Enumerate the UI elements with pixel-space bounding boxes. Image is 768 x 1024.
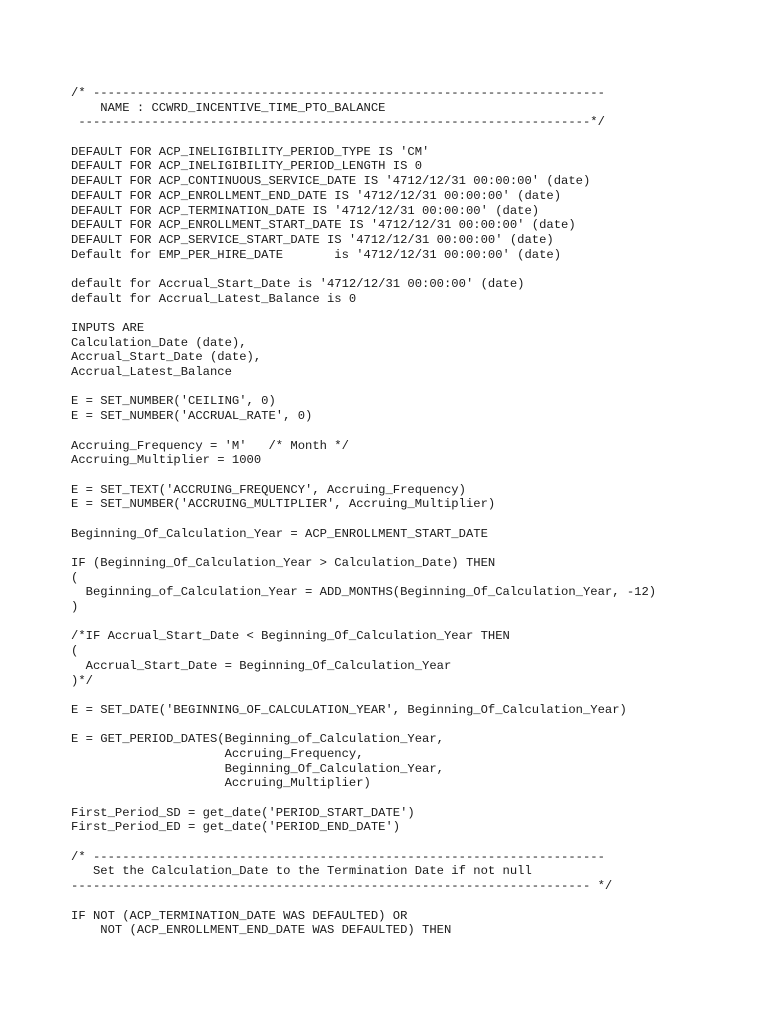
code-line: DEFAULT FOR ACP_INELIGIBILITY_PERIOD_LENGTH IS 0 xyxy=(71,159,423,174)
code-line: E = SET_NUMBER('CEILING', 0) xyxy=(71,394,276,409)
code-line: Accrual_Start_Date = Beginning_Of_Calculation_Year xyxy=(71,658,452,673)
code-line: NAME : CCWRD_INCENTIVE_TIME_PTO_BALANCE xyxy=(71,100,386,115)
code-line: First_Period_ED = get_date('PERIOD_END_DATE') xyxy=(71,820,401,835)
code-line: Set the Calculation_Date to the Termination Date if not null xyxy=(71,864,532,879)
code-line: DEFAULT FOR ACP_INELIGIBILITY_PERIOD_TYPE IS 'CM' xyxy=(71,144,430,159)
code-line: E = SET_NUMBER('ACCRUAL_RATE', 0) xyxy=(71,409,313,424)
code-line: /* ---------------------------------------------------------------------- xyxy=(71,849,605,864)
blank-line xyxy=(71,512,761,527)
blank-line xyxy=(71,791,761,806)
formula-code-block xyxy=(71,86,761,938)
code-line: Calculation_Date (date), xyxy=(71,335,247,350)
code-line: E = GET_PERIOD_DATES(Beginning_of_Calculation_Year, xyxy=(71,732,444,747)
code-line: ----------------------------------------------------------------------- */ xyxy=(71,879,613,894)
code-line: DEFAULT FOR ACP_ENROLLMENT_START_DATE IS '4712/12/31 00:00:00' (date) xyxy=(71,218,576,233)
code-line: DEFAULT FOR ACP_ENROLLMENT_END_DATE IS '4712/12/31 00:00:00' (date) xyxy=(71,188,562,203)
code-line: ( xyxy=(71,570,79,585)
code-line: Beginning_Of_Calculation_Year, xyxy=(71,761,444,776)
code-line: DEFAULT FOR ACP_SERVICE_START_DATE IS '4712/12/31 00:00:00' (date) xyxy=(71,232,554,247)
blank-line xyxy=(71,835,761,850)
code-line: ( xyxy=(71,644,79,659)
code-line: First_Period_SD = get_date('PERIOD_START_DATE') xyxy=(71,805,415,820)
code-line: default for Accrual_Latest_Balance is 0 xyxy=(71,291,357,306)
code-line: Accruing_Frequency = 'M' /* Month */ xyxy=(71,438,349,453)
code-line: E = SET_DATE('BEGINNING_OF_CALCULATION_YEAR', Beginning_Of_Calculation_Year) xyxy=(71,702,627,717)
blank-line xyxy=(71,718,761,733)
blank-line xyxy=(71,306,761,321)
code-line: DEFAULT FOR ACP_TERMINATION_DATE IS '4712/12/31 00:00:00' (date) xyxy=(71,203,540,218)
code-line: DEFAULT FOR ACP_CONTINUOUS_SERVICE_DATE IS '4712/12/31 00:00:00' (date) xyxy=(71,174,591,189)
blank-line xyxy=(71,688,761,703)
blank-line xyxy=(71,615,761,630)
code-line: Accruing_Multiplier) xyxy=(71,776,371,791)
code-line: default for Accrual_Start_Date is '4712/12/31 00:00:00' (date) xyxy=(71,276,525,291)
code-line: ) xyxy=(71,600,79,615)
code-line: /*IF Accrual_Start_Date < Beginning_Of_Calculation_Year THEN xyxy=(71,629,510,644)
code-line: Accrual_Latest_Balance xyxy=(71,365,232,380)
code-line: IF NOT (ACP_TERMINATION_DATE WAS DEFAULTED) OR xyxy=(71,908,408,923)
blank-line xyxy=(71,894,761,909)
code-line: NOT (ACP_ENROLLMENT_END_DATE WAS DEFAULTED) THEN xyxy=(71,923,452,938)
code-line: Default for EMP_PER_HIRE_DATE is '4712/12/31 00:00:00' (date) xyxy=(71,247,562,262)
blank-line xyxy=(71,541,761,556)
code-line: Accruing_Frequency, xyxy=(71,746,364,761)
code-line: INPUTS ARE xyxy=(71,321,145,335)
code-line: Beginning_of_Calculation_Year = ADD_MONTHS(Beginning_Of_Calculation_Year, -12) xyxy=(71,585,657,600)
blank-line xyxy=(71,424,761,439)
code-line: E = SET_TEXT('ACCRUING_FREQUENCY', Accruing_Frequency) xyxy=(71,482,466,497)
code-line: )*/ xyxy=(71,673,93,688)
code-line: /* ---------------------------------------------------------------------- xyxy=(71,86,605,100)
code-line: ----------------------------------------------------------------------*/ xyxy=(71,115,605,130)
blank-line xyxy=(71,262,761,277)
code-line: Accruing_Multiplier = 1000 xyxy=(71,453,262,468)
code-line: Accrual_Start_Date (date), xyxy=(71,350,262,365)
code-line: IF (Beginning_Of_Calculation_Year > Calculation_Date) THEN xyxy=(71,556,496,570)
code-line: E = SET_NUMBER('ACCRUING_MULTIPLIER', Accruing_Multiplier) xyxy=(71,497,496,512)
blank-line xyxy=(71,380,761,395)
blank-line xyxy=(71,468,761,483)
blank-line xyxy=(71,130,761,145)
code-line: Beginning_Of_Calculation_Year = ACP_ENROLLMENT_START_DATE xyxy=(71,526,488,541)
